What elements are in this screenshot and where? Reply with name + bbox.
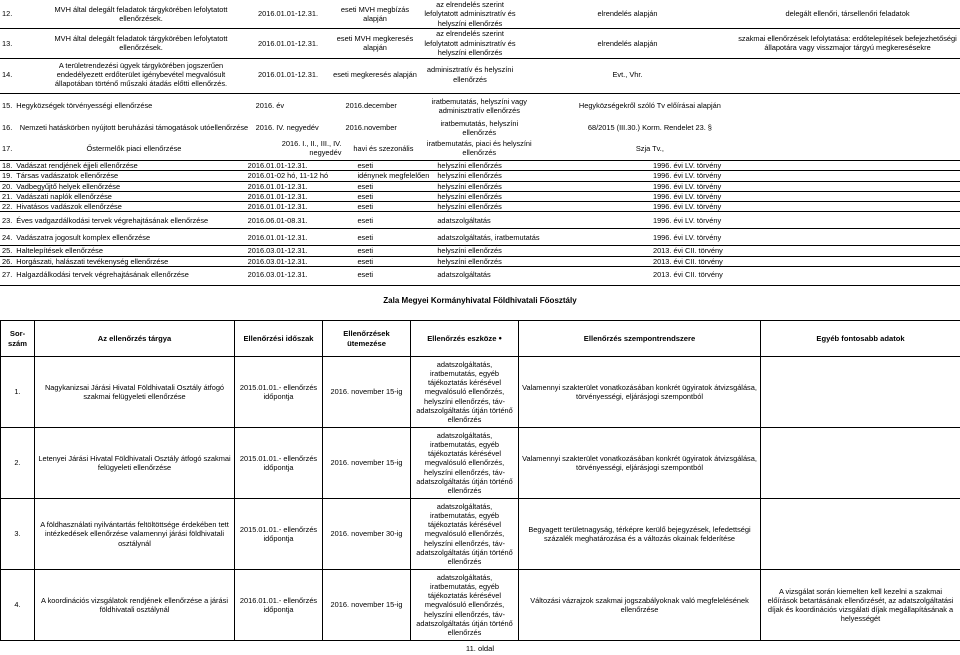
row-number: 14.	[2, 69, 13, 79]
table-row	[0, 0, 960, 28]
row-scope: 1996. évi LV. törvény	[595, 202, 960, 212]
header-tool-label: Ellenőrzés eszköze	[427, 333, 497, 343]
row-number: 2.	[1, 428, 35, 499]
row-number: 1.	[1, 357, 35, 428]
row-schedule: 2016.december	[345, 101, 397, 111]
row-object: Őstermelők piaci ellenőrzése	[86, 143, 182, 153]
row-schedule: 2016.november	[345, 123, 397, 133]
table-row	[0, 58, 960, 90]
table-row	[1, 570, 960, 641]
row-tool: helyszíni ellenőrzés	[435, 161, 595, 171]
row-period: 2016. I., II., III., IV. negyedév	[281, 139, 342, 158]
row-schedule: eseti	[355, 181, 435, 191]
row-data: szakmai ellenőrzések lefolytatása: erdőtelepítések befejezhetőségi állapotára vagy visszmajor tárgyú megkeresésekre	[735, 28, 960, 58]
row-tool: adatszolgáltatás	[435, 212, 595, 229]
row-period: 2016.01.01-12.31.	[246, 28, 330, 58]
row-object: A területrendezési ügyek tárgykörében jogszerűen endedélyezett erdőterület igénybevétel megvalósult állapotában történő műszaki átadás előtti ellenőrzés.	[54, 60, 228, 89]
table-row	[0, 28, 960, 58]
divider	[0, 93, 960, 94]
row-schedule: havi és szezonális	[353, 143, 414, 153]
row-tool: helyszíni ellenőrzés	[435, 181, 595, 191]
row-period: 2016.01.01-12.31.	[246, 181, 356, 191]
table-row	[0, 171, 960, 181]
row-scope: 1996. évi LV. törvény	[595, 171, 960, 181]
row-number: 3.	[1, 499, 35, 570]
row-tool: adatszolgáltatás, iratbemutatás, egyéb tájékoztatás kérésével megvalósuló ellenőrzés, helyszíni ellenőrzés, táv-adatszolgáltatás útján történő ellenőrzés	[411, 499, 519, 570]
row-number: 12.	[0, 0, 36, 28]
row-period: 2015.01.01.- ellenőrzés időpontja	[235, 499, 323, 570]
header-object: Az ellenőrzés tárgya	[35, 321, 235, 357]
row-scope: elrendelés alapján	[520, 0, 735, 28]
row-number: 21.	[2, 191, 13, 201]
row-tool: helyszíni ellenőrzés	[435, 256, 595, 266]
row-scope: 1996. évi LV. törvény	[595, 161, 960, 171]
row-object: Vadászat rendjének éjjeli ellenőrzése	[14, 161, 245, 171]
row-schedule: eseti	[355, 191, 435, 201]
row-schedule: eseti	[355, 256, 435, 266]
table-row	[0, 139, 960, 158]
section-title: Zala Megyei Kormányhivatal Földhivatali Főosztály	[383, 296, 577, 305]
row-scope: 68/2015 (III.30.) Korm. Rendelet 23. §	[587, 123, 712, 133]
row-scope: Valamennyi szakterület vonatkozásában konkrét ügyiratok átvizsgálása, törvényességi, eljárásjogi szempontból	[519, 357, 761, 428]
row-period: 2016.03.01-12.31.	[246, 246, 356, 256]
table-row	[0, 202, 960, 212]
row-schedule: eseti megkeresés alapján	[333, 69, 417, 79]
row-number: 20.	[2, 181, 13, 191]
row-object: Nemzeti hatáskörben nyújtott beruházási támogatások utóellenőrzése	[19, 123, 249, 133]
table-row	[0, 246, 960, 256]
row-schedule: eseti MVH megkeresés alapján	[330, 28, 420, 58]
row-number: 25.	[2, 246, 13, 256]
divider	[0, 285, 960, 286]
row-tool: helyszíni ellenőrzés	[435, 202, 595, 212]
row-object: Társas vadászatok ellenőrzése	[14, 171, 245, 181]
table-row	[0, 229, 960, 246]
row-data	[735, 58, 960, 90]
table-row	[1, 357, 960, 428]
row-tool: adatszolgáltatás, iratbemutatás, egyéb tájékoztatás kérésével megvalósuló ellenőrzés, helyszíni ellenőrzés, táv-adatszolgáltatás útján történő ellenőrzés	[411, 357, 519, 428]
row-period: 2016. év	[255, 101, 285, 111]
row-schedule: eseti	[355, 212, 435, 229]
top-table	[0, 0, 960, 90]
header-scope: Ellenőrzés szempontrendszere	[519, 321, 761, 357]
header-number: Sor- szám	[1, 321, 35, 357]
row-number: 24.	[0, 229, 14, 246]
row-tool: adatszolgáltatás, iratbemutatás, egyéb tájékoztatás kérésével megvalósuló ellenőrzés, helyszíni ellenőrzés, táv-adatszolgáltatás útján történő ellenőrzés	[411, 570, 519, 641]
row-tool: helyszíni ellenőrzés	[435, 246, 595, 256]
row-schedule: eseti	[355, 161, 435, 171]
row-schedule: eseti	[355, 229, 435, 246]
row-scope: Evt., Vhr.	[612, 69, 643, 79]
row-period: 2016.01.01-12.31.	[246, 191, 356, 201]
header-data: Egyéb fontosabb adatok	[761, 321, 960, 357]
row-period: 2016.01.01-12.31.	[258, 69, 318, 79]
row-period: 2016.01.01-12.31.	[246, 202, 356, 212]
row-data	[761, 499, 960, 570]
row-period: 2016.01.01-12.31.	[246, 0, 330, 28]
table-row	[0, 256, 960, 266]
row-schedule: 2016. november 15-ig	[323, 357, 411, 428]
row-schedule: eseti	[355, 202, 435, 212]
row-tool: helyszíni ellenőrzés	[435, 171, 595, 181]
row-object: Hegyközségek törvényességi ellenőrzése	[16, 101, 153, 111]
row-period: 2016.06.01-08.31.	[246, 212, 356, 229]
row-period: 2016.01.01-12.31.	[246, 161, 356, 171]
table-row	[0, 266, 960, 282]
mid-table	[0, 95, 960, 158]
header-tool	[411, 321, 519, 357]
row-object: Vadbegyűjtő helyek ellenőrzése	[14, 181, 245, 191]
row-scope: 2013. évi CII. törvény	[595, 256, 960, 266]
row-object: Vadászati naplók ellenőrzése	[14, 191, 245, 201]
row-scope: Hegyközségekről szóló Tv előírásai alapján	[578, 101, 721, 111]
row-scope: Szja Tv.,	[635, 143, 664, 153]
row-tool: iratbemutatás, helyszíni ellenőrzés	[440, 118, 519, 137]
row-object: Horgászati, halászati tevékenység ellenőrzése	[14, 256, 245, 266]
row-period: 2016.03.01-12.31.	[247, 269, 308, 279]
row-object: Haltelepítések ellenőrzése	[14, 246, 245, 256]
row-tool: adatszolgáltatás, iratbemutatás	[435, 229, 595, 246]
bullet-icon: •	[498, 332, 502, 343]
row-data: delegált ellenőri, társellenőri feladatok	[735, 0, 960, 28]
row-object: Nagykanizsai Járási Hivatal Földhivatali Osztály átfogó szakmai felügyeleti ellenőrzése	[35, 357, 235, 428]
row-scope: 1996. évi LV. törvény	[595, 181, 960, 191]
row-period: 2016.03.01-12.31.	[246, 256, 356, 266]
table-row	[1, 428, 960, 499]
row-scope: Valamennyi szakterület vonatkozásában konkrét ügyiratok átvizsgálása, törvényességi, eljárásjogi szempontból	[519, 428, 761, 499]
header-period: Ellenőrzési időszak	[235, 321, 323, 357]
row-scope: Változási vázrajzok szakmai jogszabályoknak való megfelelésének ellenőrzése	[519, 570, 761, 641]
row-scope: Begyagett területnagyság, térképre kerülő bejegyzések, lefedettségi százalék meghatározása és a változás okainak felderítése	[519, 499, 761, 570]
row-schedule: eseti	[357, 269, 374, 279]
page-number: 11. oldal	[465, 644, 495, 653]
row-tool: helyszíni ellenőrzés	[435, 191, 595, 201]
row-schedule: 2016. november 15-ig	[323, 570, 411, 641]
row-number: 27.	[2, 269, 13, 279]
table-header-row	[1, 321, 960, 357]
table-row	[0, 117, 960, 139]
row-number: 16.	[2, 123, 13, 133]
row-schedule: eseti MVH megbízás alapján	[330, 0, 420, 28]
table-row	[0, 161, 960, 171]
row-data	[761, 357, 960, 428]
row-number: 26.	[2, 256, 13, 266]
row-schedule: eseti	[355, 246, 435, 256]
header-schedule: Ellenőrzések ütemezése	[323, 321, 411, 357]
row-schedule: 2016. november 30-ig	[323, 499, 411, 570]
row-tool: adatszolgáltatás, iratbemutatás, egyéb tájékoztatás kérésével megvalósuló ellenőrzés, helyszíni ellenőrzés, táv-adatszolgáltatás útján történő ellenőrzés	[411, 428, 519, 499]
row-tool: adatszolgáltatás	[437, 269, 491, 279]
row-object: Halgazdálkodási tervek végrehajtásának ellenőrzése	[16, 269, 189, 279]
row-number: 15.	[2, 101, 13, 111]
row-tool: iratbemutatás, helyszíni vagy adminisztratív ellenőrzés	[431, 96, 527, 115]
land-office-table	[0, 320, 960, 641]
row-scope: 2013. évi CII. törvény	[652, 269, 723, 279]
row-number: 4.	[1, 570, 35, 641]
row-period: 2016. IV. negyedév	[255, 123, 319, 133]
row-object: Letenyei Járási Hivatal Földhivatali Osztály átfogó szakmai felügyeleti ellenőrzése	[35, 428, 235, 499]
row-scope: 1996. évi LV. törvény	[595, 212, 960, 229]
row-scope: 2013. évi CII. törvény	[595, 246, 960, 256]
row-tool: adminisztratív és helyszíni ellenőrzés	[426, 65, 514, 84]
row-scope: elrendelés alapján	[520, 28, 735, 58]
row-object: MVH által delegált feladatok tárgykörében lefolytatott ellenőrzések.	[36, 28, 246, 58]
row-object: MVH által delegált feladatok tárgykörében lefolytatott ellenőrzések.	[36, 0, 246, 28]
row-scope: 1996. évi LV. törvény	[595, 229, 960, 246]
row-tool: iratbemutatás, piaci és helyszíni ellenőrzés	[426, 139, 532, 158]
row-period: 2016.01-02 hó, 11-12 hó	[246, 171, 356, 181]
row-number: 23.	[0, 212, 14, 229]
row-number: 22.	[2, 202, 13, 211]
table-row	[0, 191, 960, 201]
row-scope: 1996. évi LV. törvény	[595, 191, 960, 201]
row-object: Éves vadgazdálkodási tervek végrehajtásának ellenőrzése	[14, 212, 245, 229]
row-object: Vadászatra jogosult komplex ellenőrzése	[14, 229, 245, 246]
table-row	[0, 212, 960, 229]
table-row	[1, 499, 960, 570]
row-number: 19.	[2, 171, 13, 181]
row-data	[761, 428, 960, 499]
row-tool: az elrendelés szerint lefolytatott adminisztratív és helyszíni ellenőrzés	[420, 0, 520, 28]
row-object: A koordinációs vizsgálatok rendjének ellenőrzése a járási földhivatali osztálynál	[35, 570, 235, 641]
hunting-fishing-table	[0, 161, 960, 282]
row-period: 2015.01.01.- ellenőrzés időpontja	[235, 357, 323, 428]
row-period: 2016.01.01.- ellenőrzés időpontja	[235, 570, 323, 641]
row-period: 2016.01.01-12.31.	[246, 229, 356, 246]
row-schedule: idénynek megfelelően	[355, 171, 435, 181]
row-schedule: 2016. november 15-ig	[323, 428, 411, 499]
row-tool: az elrendelés szerint lefolytatott adminisztratív és helyszíni ellenőrzés	[420, 28, 520, 58]
row-object: A földhasználati nyilvántartás feltöltöttsége érdekében tett intézkedések ellenőrzése valamennyi járási földhivatali osztálynál	[35, 499, 235, 570]
row-number: 17.	[2, 143, 13, 153]
row-number: 18.	[2, 161, 13, 170]
row-number: 13.	[0, 28, 36, 58]
table-row	[0, 181, 960, 191]
row-object: Hivatásos vadászok ellenőrzése	[14, 202, 245, 212]
table-row	[0, 95, 960, 117]
row-data: A vizsgálat során kiemelten kell kezelni a szakmai előírások betartásának ellenőrzését, az adatszolgáltatási díjak és koordinációs vizsgálati díjak megállapításának a helyességét	[761, 570, 960, 641]
row-period: 2015.01.01.- ellenőrzés időpontja	[235, 428, 323, 499]
